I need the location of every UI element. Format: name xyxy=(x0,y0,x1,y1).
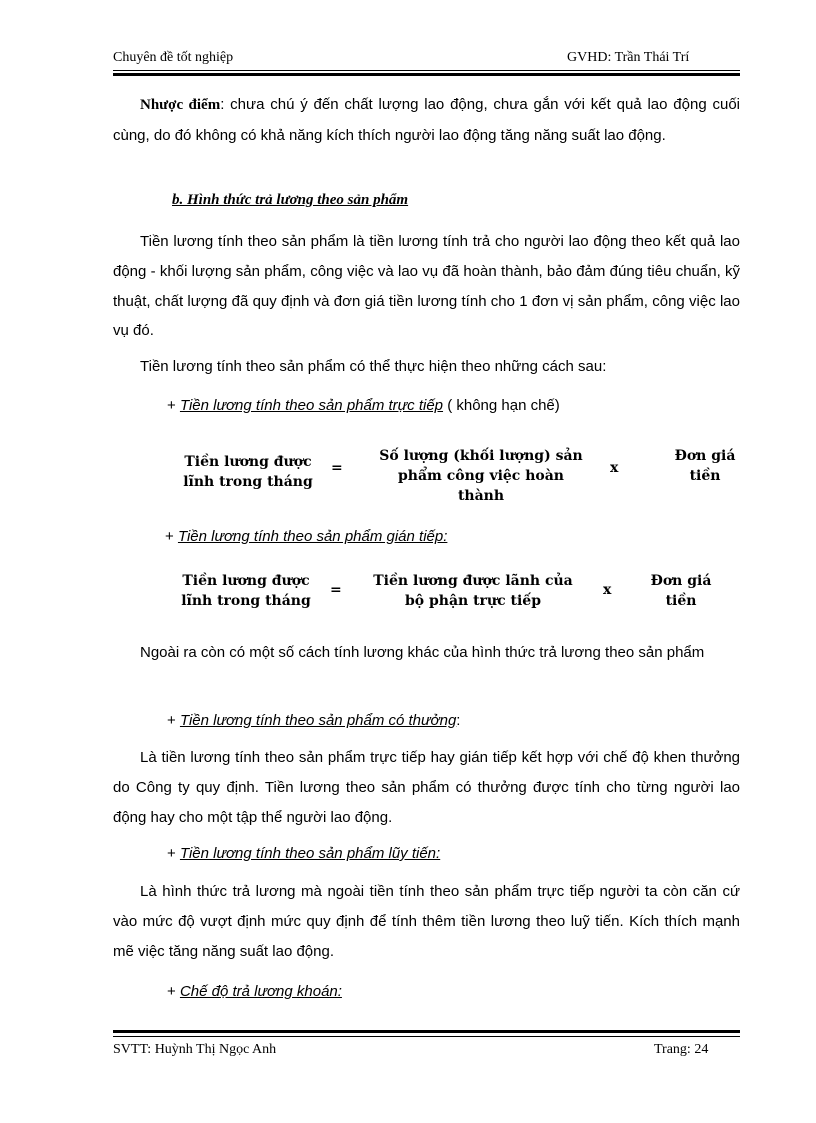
header-rule xyxy=(113,70,740,71)
item-direct-title: Tiền lương tính theo sản phẩm trực tiếp xyxy=(179,397,444,414)
formula1-middle: Số lượng (khối lượng) sản phẩm công việc hoàn thành xyxy=(379,448,583,504)
formula2-equals: = xyxy=(330,582,342,598)
line-methods: Tiền lương tính theo sản phẩm có thể thực hiện theo những cách sau: xyxy=(140,358,607,375)
item-bonus-prefix: + xyxy=(167,712,180,729)
item-bonus-product xyxy=(167,712,460,729)
header-right: GVHD: Trần Thái Trí xyxy=(567,50,690,65)
header-left: Chuyên đề tốt nghiệp xyxy=(113,50,234,65)
paragraph-other-methods: Ngoài ra còn có một số cách tính lương khác của hình thức trả lương theo sản phẩm xyxy=(140,644,705,661)
item-direct-prefix: + xyxy=(167,397,180,414)
formula2-right: Đơn giá tiền xyxy=(650,573,712,609)
formula1-left: Tiền lương được lĩnh trong tháng xyxy=(183,454,313,490)
footer-rule xyxy=(113,1036,740,1037)
item-progressive-prefix: + xyxy=(167,845,180,862)
nhuoc-diem-text: : chưa chú ý đến chất lượng lao động, chưa gắn với kết quả lao động cuối cùng, do đó không có khả năng kích thích người lao động tăng năng suất lao động. xyxy=(113,96,740,144)
item-indirect-product xyxy=(165,528,447,545)
item-direct-product xyxy=(167,397,560,414)
formula1-times: x xyxy=(610,460,619,476)
formula2-middle: Tiền lương được lãnh của bộ phận trực tiếp xyxy=(373,573,573,609)
nhuoc-diem-label: Nhược điểm xyxy=(140,97,221,113)
item-lump-sum-prefix: + xyxy=(167,983,180,1000)
formula2-left: Tiền lương được lĩnh trong tháng xyxy=(181,573,311,609)
item-indirect-title: Tiền lương tính theo sản phẩm gián tiếp: xyxy=(177,528,448,545)
paragraph-intro: Tiền lương tính theo sản phẩm là tiền lương tính trả cho người lao động theo kết quả lao động - khối lượng sản phẩm, công việc và lao vụ đã hoàn thành, bảo đảm đúng tiêu chuẩn, kỹ thuật, chất lượng đã quy định và đơn giá tiền lương tính cho 1 đơn vị sản phẩm, công việc lao vụ đó. xyxy=(113,233,740,340)
item-lump-sum-title: Chế độ trả lương khoán: xyxy=(179,983,342,1000)
footer-left: SVTT: Huỳnh Thị Ngọc Anh xyxy=(113,1042,277,1057)
item-indirect-prefix: + xyxy=(165,528,178,545)
item-direct-suffix: ( không hạn chế) xyxy=(443,397,560,414)
footer-right: Trang: 24 xyxy=(654,1042,709,1057)
section-heading-b: b. Hình thức trả lương theo sản phẩm xyxy=(172,192,409,208)
item-bonus-title: Tiền lương tính theo sản phẩm có thưởng xyxy=(179,712,457,729)
header-rule-thick xyxy=(113,73,740,76)
paragraph-nhuoc-diem xyxy=(113,90,740,151)
formula1-equals: = xyxy=(331,460,343,476)
paragraph-progressive: Là hình thức trả lương mà ngoài tiền tính theo sản phẩm trực tiếp người ta còn căn cứ vào mức độ vượt định mức quy định để tính thêm tiền lương theo luỹ tiến. Kích thích mạnh mẽ việc tăng năng suất lao động. xyxy=(113,883,740,960)
item-progressive-title: Tiền lương tính theo sản phẩm lũy tiến: xyxy=(179,845,441,862)
footer-rule-thick xyxy=(113,1030,740,1033)
item-progressive-product xyxy=(167,845,440,862)
formula2-times: x xyxy=(603,582,612,598)
formula1-right: Đơn giá tiền xyxy=(674,448,736,484)
item-lump-sum-wage xyxy=(167,983,342,1000)
item-bonus-suffix: : xyxy=(456,712,461,729)
paragraph-bonus: Là tiền lương tính theo sản phẩm trực tiếp hay gián tiếp kết hợp với chế độ khen thưởng do Công ty quy định. Tiền lương theo sản phẩm có thưởng được tính cho từng người lao động hay cho một tập thể người lao động. xyxy=(113,749,740,826)
